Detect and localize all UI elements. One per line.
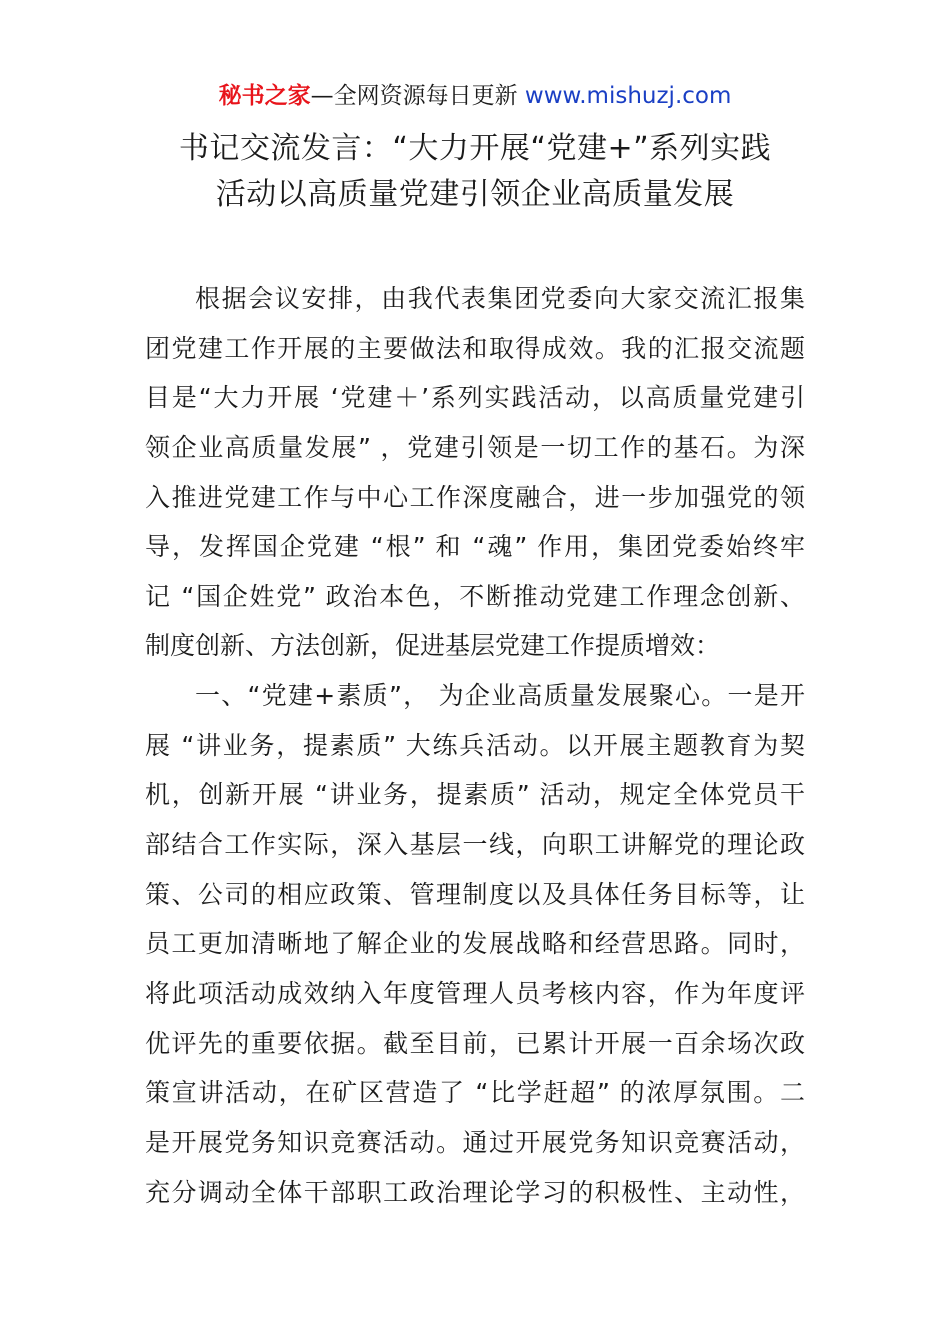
document-title <box>100 126 850 218</box>
document-body <box>145 274 805 1217</box>
title-line-1: 书记交流发言：“大力开展“党建+”系列实践 <box>178 131 772 166</box>
body-line: 策宣讲活动，在矿区营造了 “比学赶超” 的浓厚氛围。二 <box>145 1078 805 1108</box>
body-line: 制度创新、方法创新，促进基层党建工作提质增效： <box>145 631 721 661</box>
body-line: 是开展党务知识竞赛活动。通过开展党务知识竞赛活动， <box>145 1127 805 1157</box>
site-header <box>0 80 950 112</box>
body-line: 部结合工作实际，深入基层一线，向职工讲解党的理论政 <box>145 830 805 860</box>
body-line: 团党建工作开展的主要做法和取得成效。我的汇报交流题 <box>145 333 805 363</box>
body-line: 记 “国企姓党” 政治本色，不断推动党建工作理念创新、 <box>145 581 805 611</box>
title-line-2: 活动以高质量党建引领企业高质量发展 <box>215 177 735 212</box>
body-line: 将此项活动成效纳入年度管理人员考核内容，作为年度评 <box>145 978 805 1008</box>
body-line: 展 “讲业务，提素质” 大练兵活动。以开展主题教育为契 <box>145 730 805 760</box>
body-line: 领企业高质量发展” ，党建引领是一切工作的基石。为深 <box>145 432 805 462</box>
body-line: 员工更加清晰地了解企业的发展战略和经营思路。同时， <box>145 929 805 959</box>
body-line: 机，创新开展 “讲业务，提素质” 活动，规定全体党员干 <box>145 780 805 810</box>
body-line: 根据会议安排，由我代表集团党委向大家交流汇报集 <box>195 284 805 313</box>
body-line: 优评先的重要依据。截至目前，已累计开展一百余场次政 <box>145 1028 805 1058</box>
body-line: 充分调动全体干部职工政治理论学习的积极性、主动性， <box>145 1177 805 1207</box>
site-url-link[interactable]: www.mishuzj.com <box>524 83 732 109</box>
site-brand: 秘书之家 <box>218 83 311 109</box>
body-line: 策、公司的相应政策、管理制度以及具体任务目标等，让 <box>145 879 805 909</box>
site-tagline: —全网资源每日更新 <box>310 83 525 109</box>
body-line: 入推进党建工作与中心工作深度融合，进一步加强党的领 <box>145 482 805 512</box>
body-line: 一、“党建+素质”， 为企业高质量发展聚心。一是开 <box>195 681 805 711</box>
body-line: 导，发挥国企党建 “根” 和 “魂” 作用，集团党委始终牢 <box>145 532 805 562</box>
body-line: 目是“大力开展 ‘党建＋’系列实践活动，以高质量党建引 <box>145 383 805 413</box>
